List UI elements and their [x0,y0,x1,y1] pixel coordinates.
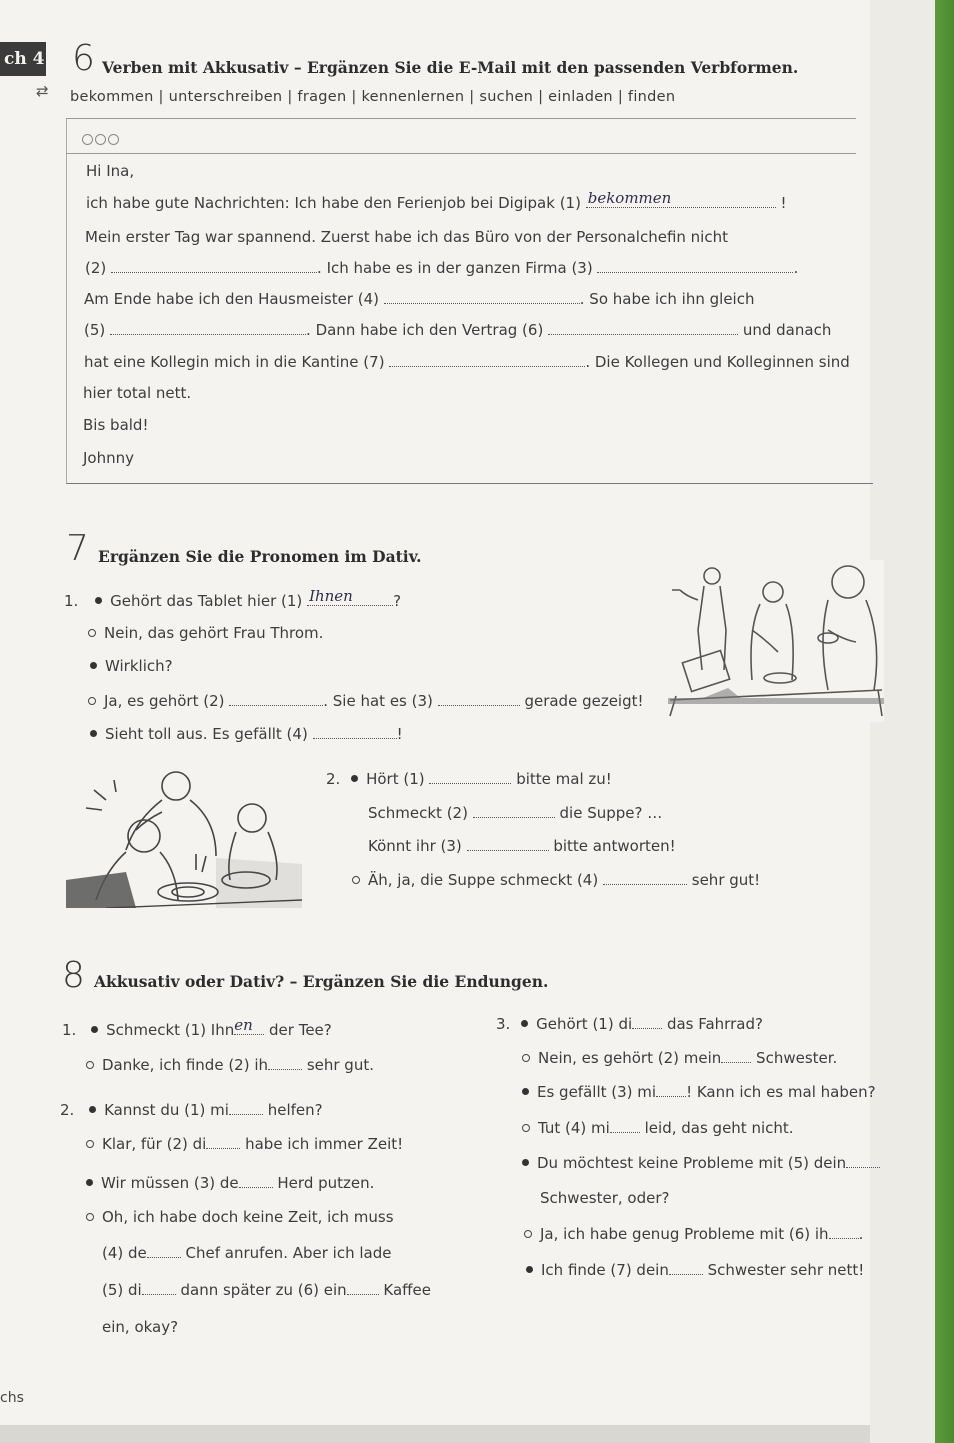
email-line-5-end: und danach [742,321,832,339]
email-line-6-end: . Die Kollegen und Kolleginnen sind [585,353,850,371]
ex7-d1-a1: Gehört das Tablet hier (1) [110,592,303,610]
ex8-r-line-1 [496,1014,763,1033]
bullet-filled-icon [95,597,102,604]
email-line-6-text: hat eine Kollegin mich in die Kantine (7) [84,353,385,371]
email-line-4-text: Am Ende habe ich den Hausmeister (4) [84,290,379,308]
email-line-6 [84,352,850,371]
ex8-l-b1b: sehr gut. [306,1056,374,1074]
window-buttons-icon [82,130,121,149]
gap-3[interactable] [597,258,793,273]
ex8-l-line-3 [60,1100,323,1119]
office-illustration [668,560,884,722]
ex7-d2-a1b: bitte mal zu! [516,770,612,788]
ex8-gap-r7[interactable] [669,1260,703,1275]
ex8-l-d2-b1a: Klar, für (2) di [102,1135,207,1153]
ex8-r-b1b: Schwester. [756,1049,838,1067]
ex8-l-d2-a1a: Kannst du (1) mi [104,1101,229,1119]
ex8-l-d2-b2c: Chef anrufen. Aber ich lade [185,1244,392,1262]
ex8-l-d2-a2b: Herd putzen. [277,1174,375,1192]
ex8-gap-r4[interactable] [610,1118,640,1133]
ex8-r-line-3 [522,1082,876,1101]
ex7-answer-1: Ihnen [309,587,353,605]
ex8-gap-l4[interactable] [206,1134,240,1149]
ex7-gap-3[interactable] [438,691,520,706]
ex7-d2-gap-1[interactable] [429,769,511,784]
email-signature: Johnny [83,449,134,467]
ex8-r-line-6: Schwester, oder? [540,1189,670,1207]
ex7-d2-line-1 [326,769,612,788]
ex8-dialog-3-number: 3. [496,1015,511,1033]
ex7-d1-b2a: Ja, es gehört (2) [104,692,225,710]
ex8-r-line-7 [524,1224,863,1243]
ex7-gap-1[interactable] [307,587,393,606]
exercise-7-number: 7 [66,528,89,569]
bullet-open-icon [86,1140,94,1148]
ex7-d1-line-1 [64,587,402,610]
ex8-gap-l8[interactable] [347,1280,379,1295]
ex8-l-line-8 [102,1280,431,1299]
ex8-l-a1b: der Tee? [269,1021,332,1039]
email-closing: Bis bald! [83,416,149,434]
ex8-gap-l7[interactable] [142,1280,176,1295]
gap-6[interactable] [548,320,738,335]
ex8-answer-l1: en [234,1016,253,1034]
bullet-filled-icon [522,1159,529,1166]
email-line-3 [85,258,798,277]
ex8-r-line-2 [522,1048,837,1067]
ex8-r-b3a: Ja, ich habe genug Probleme mit (6) ih [540,1225,829,1243]
ex7-d2-gap-3[interactable] [467,836,549,851]
exercise-8-number: 8 [62,955,85,996]
ex8-dialog-2-number: 2. [60,1101,75,1119]
ex8-l-line-6 [86,1208,394,1226]
email-line-4-end: . So habe ich ihn gleich [579,290,755,308]
ex8-l-line-2 [86,1055,374,1074]
gap-4[interactable] [384,289,580,304]
gap-1[interactable] [586,189,776,208]
ex8-gap-l5[interactable] [239,1173,273,1188]
ex7-d1-b2b: . Sie hat es (3) [323,692,433,710]
bullet-filled-icon [521,1020,528,1027]
ex7-d1-line-3 [90,657,173,675]
email-line-3-text: . Ich habe es in der ganzen Firma (3) [317,259,593,277]
ex8-l-d2-b2a: Oh, ich habe doch keine Zeit, ich muss [102,1208,394,1226]
ex7-d2-b1a: Äh, ja, die Suppe schmeckt (4) [368,871,599,889]
ex8-r-a1a: Gehört (1) di [536,1015,633,1033]
ex8-r-a1b: das Fahrrad? [666,1015,763,1033]
email-window-bar [66,118,856,154]
ex7-d1-a1-end: ? [393,592,402,610]
ex8-gap-r1[interactable] [632,1014,662,1029]
ex8-l-d2-b2f: Kaffee [383,1281,431,1299]
ex7-d2-line-4 [352,870,760,889]
ex8-l-d2-b2d: (5) di [102,1281,142,1299]
bullet-filled-icon [91,1026,98,1033]
bullet-filled-icon [526,1266,533,1273]
ex8-dialog-1-number: 1. [62,1021,77,1039]
ex8-l-line-5 [86,1173,374,1192]
ex8-r-line-8 [526,1260,864,1279]
email-line-7: hier total nett. [83,384,192,402]
ex7-d2-a1a: Hört (1) [366,770,425,788]
ex8-l-line-1 [62,1016,332,1039]
ex8-gap-r2[interactable] [721,1048,751,1063]
ex8-r-a4a: Ich finde (7) dein [541,1261,669,1279]
email-line-1-end: ! [780,194,787,212]
email-line-3-end: . [793,259,799,277]
ex7-d2-line-2 [368,803,662,822]
ex7-gap-2[interactable] [229,691,323,706]
dialog-1-number: 1. [64,592,79,610]
exercise-6-number: 6 [72,38,95,79]
ex8-l-line-9: ein, okay? [102,1318,179,1336]
ex7-d1-b1: Nein, das gehört Frau Throm. [104,624,324,642]
ex8-gap-l3[interactable] [229,1100,263,1115]
ex8-r-a2a: Es gefällt (3) mi [537,1083,657,1101]
ex8-l-d2-b2b: (4) de [102,1244,147,1262]
ex7-d1-a3b: ! [396,725,403,743]
bullet-open-icon [88,629,96,637]
ex8-r-b2b: leid, das geht nicht. [644,1119,794,1137]
ex8-r-a4b: Schwester sehr nett! [707,1261,865,1279]
ex8-l-line-4 [86,1134,403,1153]
ex7-d2-a2a: Schmeckt (2) [368,804,468,822]
word-bank: bekommen | unterschreiben | fragen | kennenlernen | suchen | einladen | finden [70,89,676,105]
ex8-gap-r3[interactable] [656,1082,686,1097]
ex8-r-a2b: ! Kann ich es mal haben? [686,1083,876,1101]
ex7-d2-gap-2[interactable] [473,803,555,818]
email-line-1-text: ich habe gute Nachrichten: Ich habe den Ferienjob bei Digipak (1) [86,194,581,212]
bullet-filled-icon [90,730,97,737]
ex7-d1-b2c: gerade gezeigt! [524,692,644,710]
ex7-d1-a3a: Sieht toll aus. Es gefällt (4) [105,725,308,743]
ex8-l-d2-a1b: helfen? [267,1101,323,1119]
bullet-filled-icon [351,775,358,782]
bullet-open-icon [522,1054,530,1062]
ex7-d1-a2: Wirklich? [105,657,173,675]
family-table-illustration [66,760,302,908]
ex7-d1-line-2 [88,624,323,642]
email-line-5 [84,320,831,339]
email-greeting: Hi Ina, [86,162,135,180]
exercise-7-title: Ergänzen Sie die Pronomen im Dativ. [98,547,422,566]
ex8-l-a1a: Schmeckt (1) Ihn [106,1021,235,1039]
ex7-d2-line-3 [368,836,676,855]
exercise-6-title: Verben mit Akkusativ – Ergänzen Sie die E-Mail mit den passenden Verbformen. [102,58,799,77]
ex7-d2-b1b: sehr gut! [691,871,761,889]
bullet-open-icon [86,1061,94,1069]
dialog-2-number: 2. [326,770,341,788]
email-line-5-text: . Dann habe ich den Vertrag (6) [306,321,544,339]
exercise-8-title: Akkusativ oder Dativ? – Ergänzen Sie die Endungen. [94,972,549,991]
ex7-d1-line-5 [90,724,403,743]
email-line-1 [86,189,787,212]
ex8-gap-l6[interactable] [147,1243,181,1258]
email-line-4 [84,289,754,308]
gap-5-label: (5) [84,321,106,339]
green-page-edge [935,0,954,1443]
swap-arrow-icon: ⇄ [36,82,49,100]
gap-2-label: (2) [85,259,107,277]
ex8-gap-r5[interactable] [846,1153,880,1168]
ex8-gap-l1[interactable] [234,1016,264,1035]
bullet-filled-icon [86,1179,93,1186]
ex7-d2-a3b: bitte antworten! [553,837,676,855]
ex8-gap-l2[interactable] [268,1055,302,1070]
gap-2[interactable] [111,258,317,273]
footer-left-text: chs [0,1390,24,1406]
ex7-d2-gap-4[interactable] [603,870,687,885]
bullet-filled-icon [522,1088,529,1095]
ex8-r-b2a: Tut (4) mi [538,1119,610,1137]
ex8-l-b1a: Danke, ich finde (2) ih [102,1056,269,1074]
email-line-2: Mein erster Tag war spannend. Zuerst habe ich das Büro von der Personalchefin nicht [85,228,728,246]
ex8-r-b3b: . [858,1225,864,1243]
chapter-tab: ch 4 [0,42,46,76]
ex8-r-a3a: Du möchtest keine Probleme mit (5) dein [537,1154,847,1172]
ex7-d1-line-4 [88,691,644,710]
ex8-gap-r6[interactable] [829,1224,859,1239]
gap-7[interactable] [389,352,585,367]
ex8-l-d2-b1b: habe ich immer Zeit! [245,1135,404,1153]
ex8-l-d2-b2e: dann später zu (6) ein [180,1281,347,1299]
bullet-open-icon [88,697,96,705]
ex8-r-b1a: Nein, es gehört (2) mein [538,1049,722,1067]
ex8-r-line-5 [522,1153,880,1172]
ex7-d2-a3a: Könnt ihr (3) [368,837,462,855]
gap-5[interactable] [110,320,306,335]
bullet-filled-icon [89,1106,96,1113]
ex8-r-line-4 [522,1118,794,1137]
bullet-filled-icon [90,662,97,669]
ex8-l-d2-a2a: Wir müssen (3) de [101,1174,239,1192]
ex7-d2-a2b: die Suppe? … [559,804,663,822]
ex7-gap-4[interactable] [313,724,397,739]
bullet-open-icon [522,1124,530,1132]
bullet-open-icon [524,1230,532,1238]
ex8-l-line-7 [102,1243,391,1262]
bullet-open-icon [86,1213,94,1221]
answer-1: bekommen [587,189,672,207]
bullet-open-icon [352,876,360,884]
